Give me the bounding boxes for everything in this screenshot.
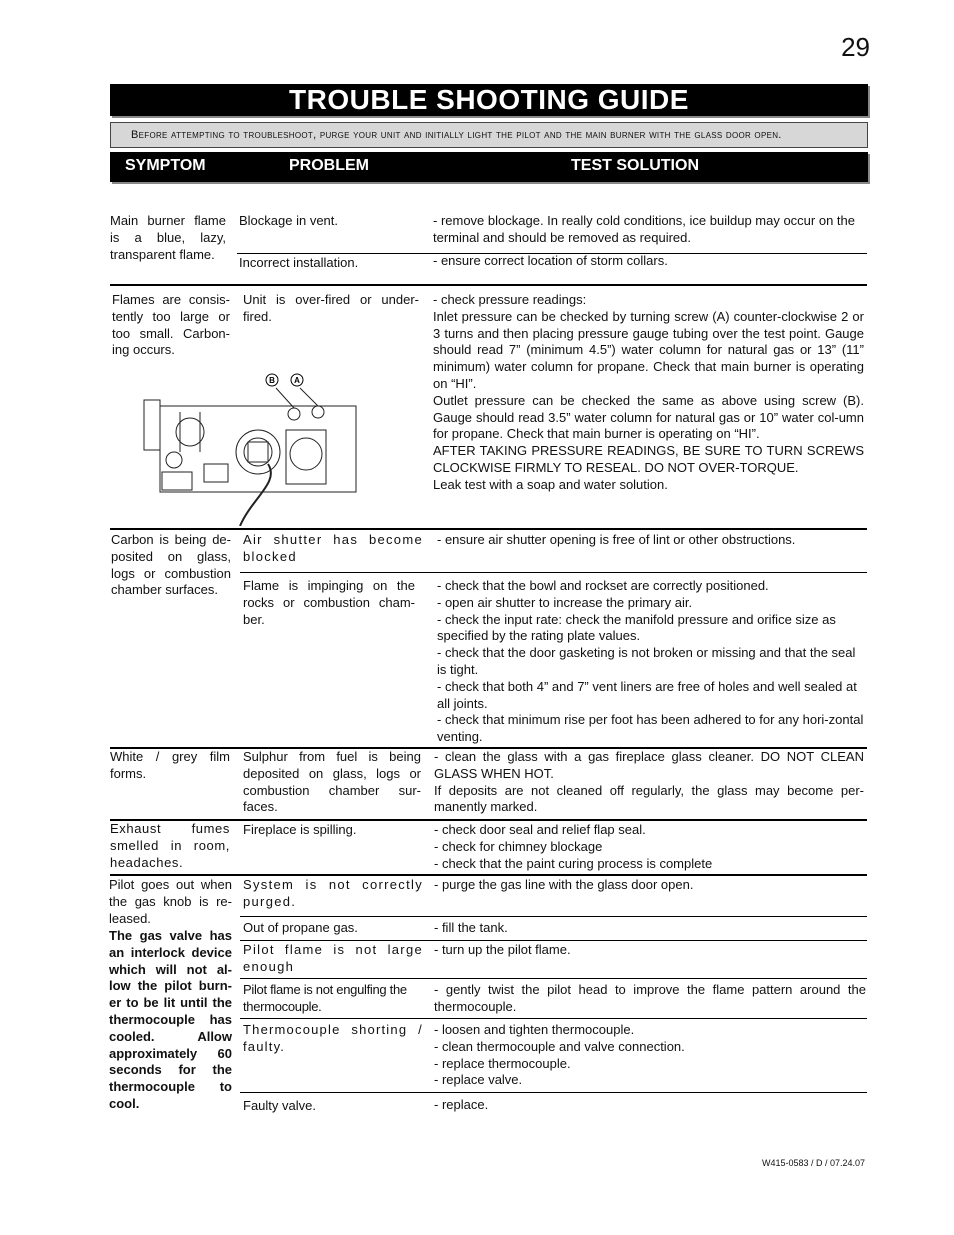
problem-cell: Pilot flame is not engulfing the thermocouple.: [243, 982, 407, 1014]
solution-cell: - loosen and tighten thermocouple. - clean thermocouple and valve connection. - replace thermocouple. - replace valve.: [434, 1022, 685, 1088]
symptom-cell: Pilot goes out when the gas knob is re-leased.: [109, 877, 232, 926]
problem-cell: Fireplace is spilling.: [243, 822, 357, 837]
solution-cell: - check that the bowl and rockset are correctly positioned. - open air shutter to increase the primary air. - check the input rate: check the manifold pressure and orifice size as specified by the rating plate values. - check that the door gasketing is not broken or missing and that the seal is tight. - check that both 4” and 7” vent liners are free of holes and well sealed at all joints. - check that minimum rise per foot has been adhered to for any hori-zontal venting.: [437, 578, 864, 745]
solution-cell: - check door seal and relief flap seal. - check for chimney blockage - check that the paint curing process is complete: [434, 822, 713, 871]
intro-note-box: [110, 122, 868, 148]
symptom-cell: Exhaust fumes smelled in room, headaches.: [110, 821, 230, 870]
row-divider: [240, 1092, 867, 1093]
solution-cell: - ensure air shutter opening is free of lint or other obstructions.: [437, 532, 796, 547]
section-divider: [110, 284, 867, 286]
diagram-label-a: A: [294, 376, 300, 385]
solution-cell: - gently twist the pilot head to improve the flame pattern around the thermocouple.: [434, 982, 866, 1014]
solution-cell: - fill the tank.: [434, 920, 508, 935]
problem-header: PROBLEM: [289, 157, 369, 174]
page-title: TROUBLE SHOOTING GUIDE: [289, 84, 689, 115]
solution-cell: - purge the gas line with the glass door open.: [434, 877, 694, 892]
solution-cell: - replace.: [434, 1097, 489, 1112]
problem-cell: Sulphur from fuel is being deposited on glass, logs or combustion chamber sur-faces.: [243, 749, 421, 815]
problem-cell: Unit is over-fired or under-fired.: [243, 292, 419, 324]
symptom-cell: White / grey film forms.: [110, 749, 230, 781]
section-divider: [110, 874, 867, 876]
symptom-cell: Flames are consis-tently too large or too small. Carbon-ing occurs.: [112, 292, 230, 358]
row-divider: [240, 572, 867, 573]
section-divider: [110, 528, 867, 530]
problem-cell: Blockage in vent.: [239, 213, 339, 228]
symptom-note: The gas valve has an interlock device which will not al-low the pilot burn-er to be lit until the thermocouple has cooled. Allow approximately 60 seconds for the thermocouple to cool.: [109, 928, 232, 1111]
symptom-cell: Main burner flame is a blue, lazy, transparent flame.: [110, 213, 226, 262]
symptom-cell: Carbon is being de-posited on glass, logs or combustion chamber surfaces.: [111, 532, 231, 598]
solution-cell: - remove blockage. In really cold conditions, ice buildup may occur on the terminal and should be removed as required.: [433, 213, 855, 245]
row-divider: [240, 916, 867, 917]
solution-cell: - check pressure readings: Inlet pressure can be checked by turning screw (A) counter-clockwise 2 or 3 turns and then placing pressure gauge tubing over the test point. Gauge should read 7” (minimum 4.5”) water column for natural gas or 13” (11” minimum) water column for propane. Check that main burner is operating on “HI”. Outlet pressure can be checked the same as above using screw (B). Gauge should read 3.5” water column for natural gas or 10” water col-umn for propane. Check that main burner is operating on “HI”. AFTER TAKING PRESSURE READINGS, BE SURE TO TURN SCREWS CLOCKWISE FIRMLY TO RESEAL. DO NOT OVER-TORQUE. Leak test with a soap and water solution.: [433, 292, 864, 492]
gas-valve-diagram: [140, 372, 362, 526]
solution-cell: - turn up the pilot flame.: [434, 942, 571, 957]
title-bar: [110, 84, 868, 116]
solution-cell: - ensure correct location of storm collars.: [433, 253, 668, 268]
solution-header: TEST SOLUTION: [571, 157, 699, 174]
row-divider: [240, 1018, 867, 1019]
intro-note: Before attempting to troubleshoot, purge your unit and initially light the pilot and the main burner with the glass door open.: [131, 129, 782, 141]
problem-cell: Faulty valve.: [243, 1098, 316, 1113]
solution-cell: - clean the glass with a gas fireplace glass cleaner. DO NOT CLEAN GLASS WHEN HOT. If deposits are not cleaned off regularly, the glass may become per-manently marked.: [434, 749, 864, 815]
document-code: W415-0583 / D / 07.24.07: [762, 1158, 866, 1168]
problem-cell: Air shutter has become blocked: [243, 532, 423, 564]
diagram-label-b: B: [269, 376, 275, 385]
problem-cell: Flame is impinging on the rocks or combustion cham-ber.: [243, 578, 415, 627]
problem-cell: Incorrect installation.: [239, 255, 359, 270]
symptom-header: SYMPTOM: [125, 157, 206, 174]
row-divider: [240, 940, 867, 941]
problem-cell: Out of propane gas.: [243, 920, 358, 935]
problem-cell: Thermocouple shorting / faulty.: [243, 1022, 423, 1054]
problem-cell: System is not correctly purged.: [243, 877, 423, 909]
column-header-bar: [110, 152, 868, 182]
page-number: 29: [841, 32, 870, 62]
row-divider: [240, 978, 867, 979]
problem-cell: Pilot flame is not large enough: [243, 942, 423, 974]
